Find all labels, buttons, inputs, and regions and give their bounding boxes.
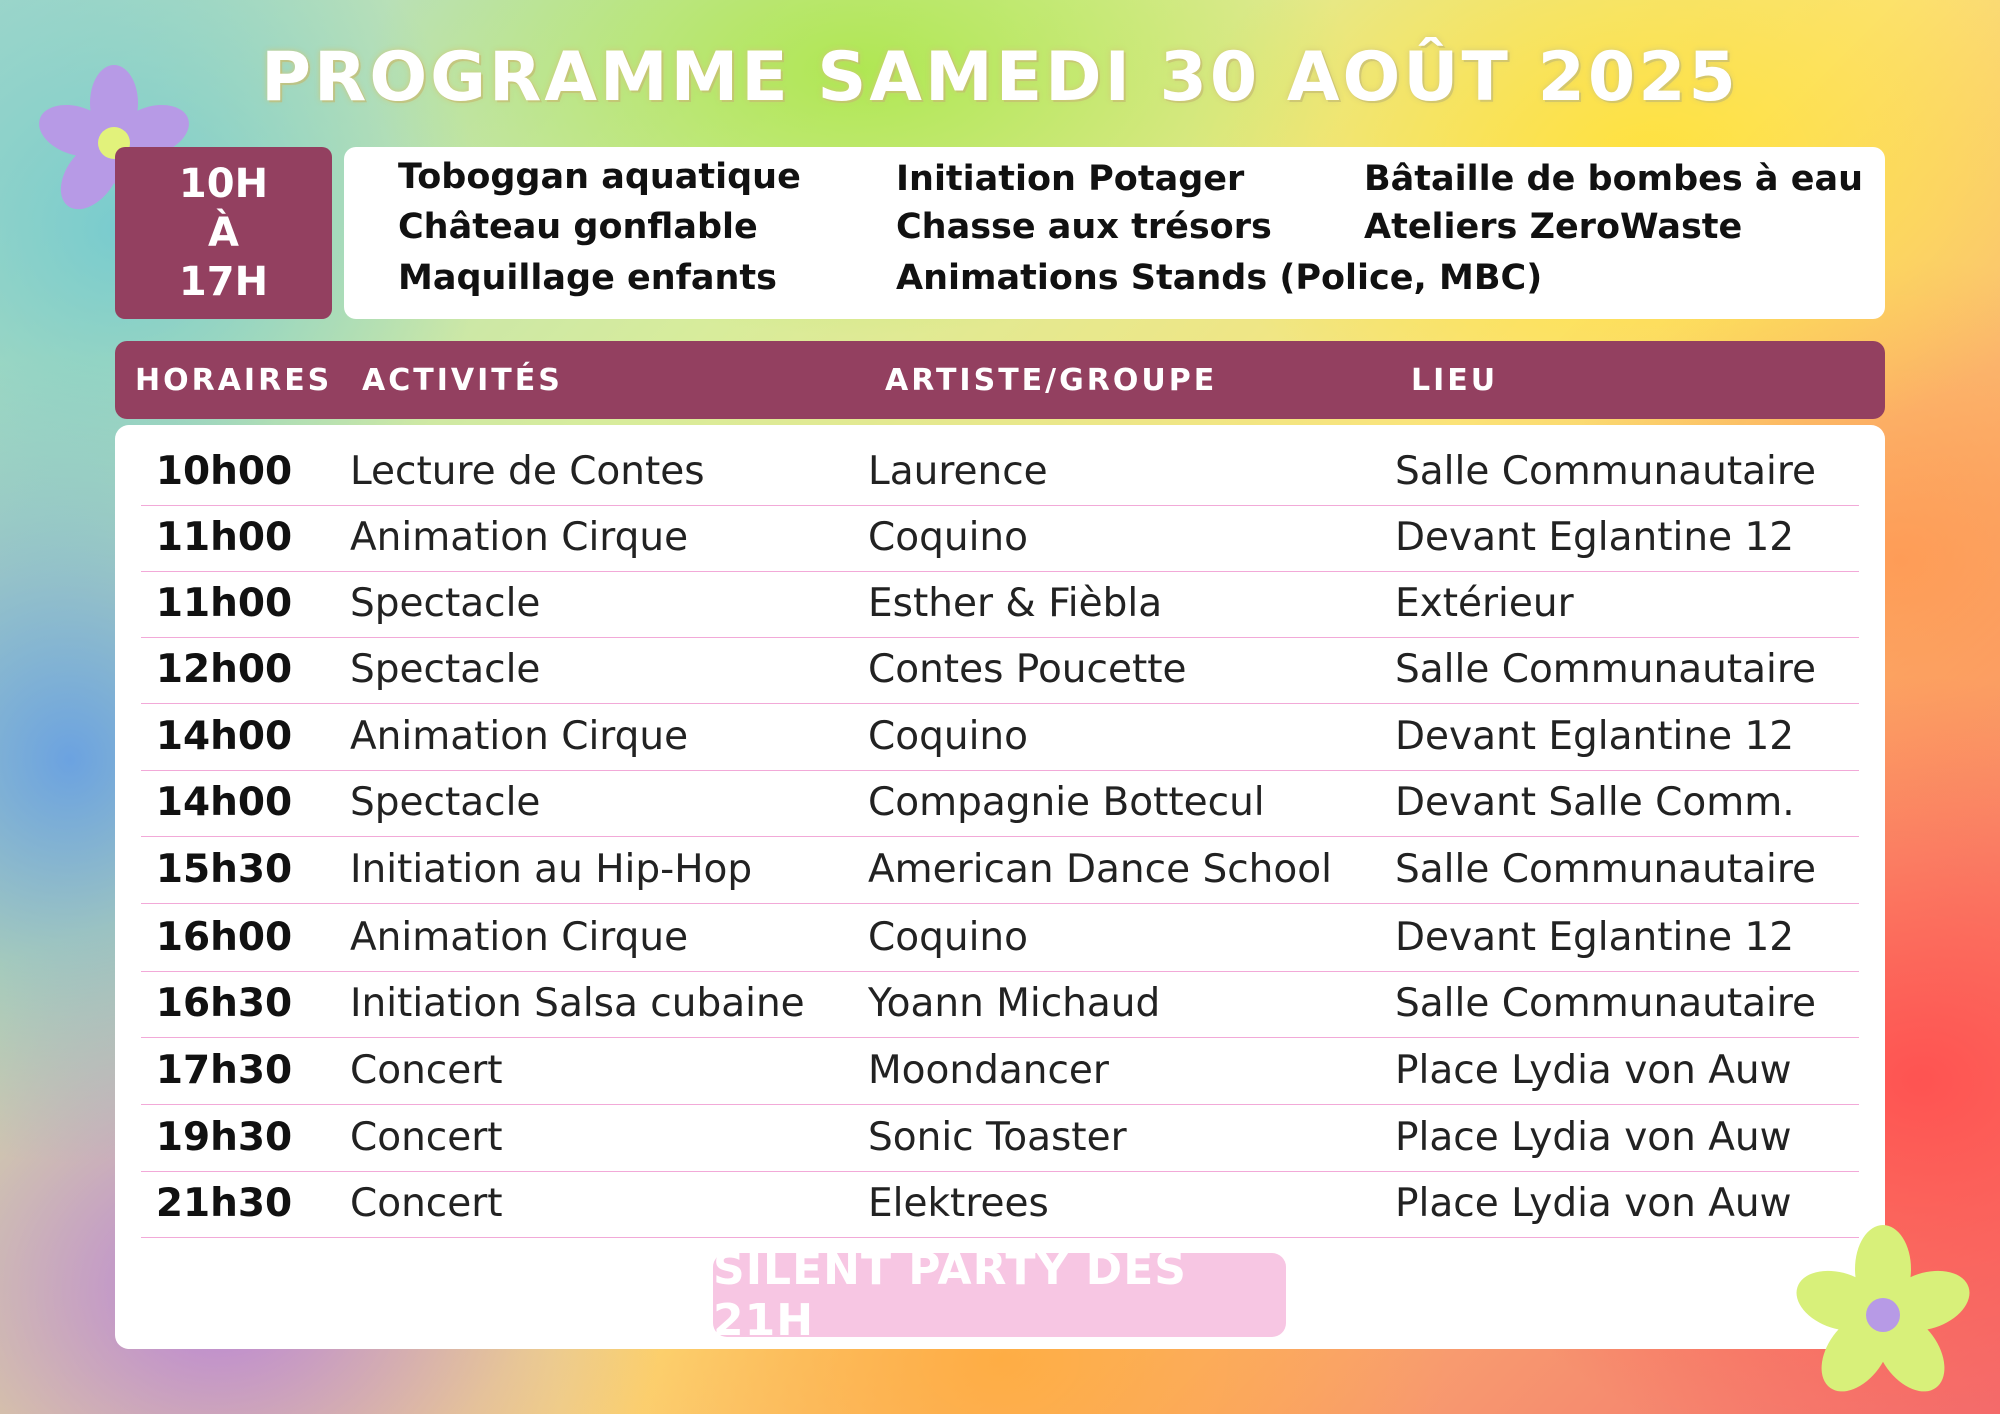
row-activity: Initiation au Hip-Hop [350, 847, 753, 892]
all-day-activity: Château gonflable [398, 207, 758, 247]
row-place: Place Lydia von Auw [1395, 1181, 1792, 1226]
row-artist: Coquino [868, 915, 1028, 960]
silent-party-badge: SILENT PARTY DÈS 21H [713, 1253, 1286, 1337]
table-row [141, 571, 1859, 638]
row-time: 11h00 [155, 581, 293, 626]
row-activity: Spectacle [350, 780, 541, 825]
all-day-activity: Maquillage enfants [398, 258, 777, 298]
row-time: 10h00 [155, 449, 293, 494]
time-separator: À [208, 209, 239, 256]
row-place: Salle Communautaire [1395, 981, 1817, 1026]
row-artist: Coquino [868, 714, 1028, 759]
row-place: Salle Communautaire [1395, 847, 1817, 892]
row-activity: Spectacle [350, 581, 541, 626]
header-artist: ARTISTE/GROUPE [885, 363, 1218, 398]
header-place: LIEU [1411, 363, 1499, 398]
all-day-activity: Chasse aux trésors [896, 207, 1272, 247]
row-time: 11h00 [155, 515, 293, 560]
time-end: 17H [178, 258, 269, 305]
table-row [141, 770, 1859, 837]
row-artist: Laurence [868, 449, 1048, 494]
row-place: Salle Communautaire [1395, 449, 1817, 494]
row-artist: Compagnie Bottecul [868, 780, 1265, 825]
row-time: 16h00 [155, 915, 293, 960]
table-row [141, 971, 1859, 1038]
all-day-activities-box [344, 147, 1885, 319]
row-activity: Animation Cirque [350, 515, 689, 560]
row-time: 14h00 [155, 714, 293, 759]
table-row [141, 637, 1859, 704]
row-activity: Lecture de Contes [350, 449, 705, 494]
row-activity: Concert [350, 1048, 503, 1093]
all-day-activity: Animations Stands (Police, MBC) [896, 258, 1543, 298]
table-row [141, 1105, 1859, 1172]
row-activity: Animation Cirque [350, 714, 689, 759]
time-range-badge [115, 147, 332, 319]
table-row [141, 1038, 1859, 1105]
row-artist: Contes Poucette [868, 647, 1187, 692]
row-time: 14h00 [155, 780, 293, 825]
table-row [141, 837, 1859, 904]
row-activity: Animation Cirque [350, 915, 689, 960]
row-activity: Concert [350, 1181, 503, 1226]
row-artist: Esther & Fièbla [868, 581, 1163, 626]
row-time: 16h30 [155, 981, 293, 1026]
row-activity: Initiation Salsa cubaine [350, 981, 805, 1026]
row-place: Place Lydia von Auw [1395, 1048, 1792, 1093]
table-row [141, 439, 1859, 506]
row-artist: Elektrees [868, 1181, 1049, 1226]
row-place: Devant Eglantine 12 [1395, 515, 1795, 560]
all-day-activity: Initiation Potager [896, 159, 1245, 199]
green-flower-icon [1788, 1220, 1978, 1410]
row-time: 17h30 [155, 1048, 293, 1093]
row-activity: Concert [350, 1115, 503, 1160]
row-time: 19h30 [155, 1115, 293, 1160]
schedule-table [115, 425, 1885, 1349]
row-place: Place Lydia von Auw [1395, 1115, 1792, 1160]
table-row [141, 905, 1859, 972]
row-place: Devant Eglantine 12 [1395, 915, 1795, 960]
row-place: Salle Communautaire [1395, 647, 1817, 692]
row-artist: Yoann Michaud [868, 981, 1161, 1026]
row-place: Devant Eglantine 12 [1395, 714, 1795, 759]
row-artist: Sonic Toaster [868, 1115, 1127, 1160]
time-start: 10H [178, 160, 269, 207]
row-activity: Spectacle [350, 647, 541, 692]
table-header [115, 341, 1885, 419]
row-artist: Moondancer [868, 1048, 1109, 1093]
header-time: HORAIRES [135, 363, 333, 398]
row-artist: Coquino [868, 515, 1028, 560]
row-time: 21h30 [155, 1181, 293, 1226]
all-day-activity: Ateliers ZeroWaste [1364, 207, 1743, 247]
table-row [141, 505, 1859, 572]
row-time: 15h30 [155, 847, 293, 892]
row-time: 12h00 [155, 647, 293, 692]
table-row [141, 704, 1859, 771]
all-day-activity: Toboggan aquatique [398, 157, 801, 197]
row-place: Extérieur [1395, 581, 1574, 626]
header-activity: ACTIVITÉS [362, 363, 563, 398]
page-title: PROGRAMME SAMEDI 30 AOÛT 2025 [261, 38, 1739, 117]
row-place: Devant Salle Comm. [1395, 780, 1795, 825]
all-day-activity: Bâtaille de bombes à eau [1364, 159, 1863, 199]
table-row [141, 1171, 1859, 1238]
row-artist: American Dance School [868, 847, 1332, 892]
